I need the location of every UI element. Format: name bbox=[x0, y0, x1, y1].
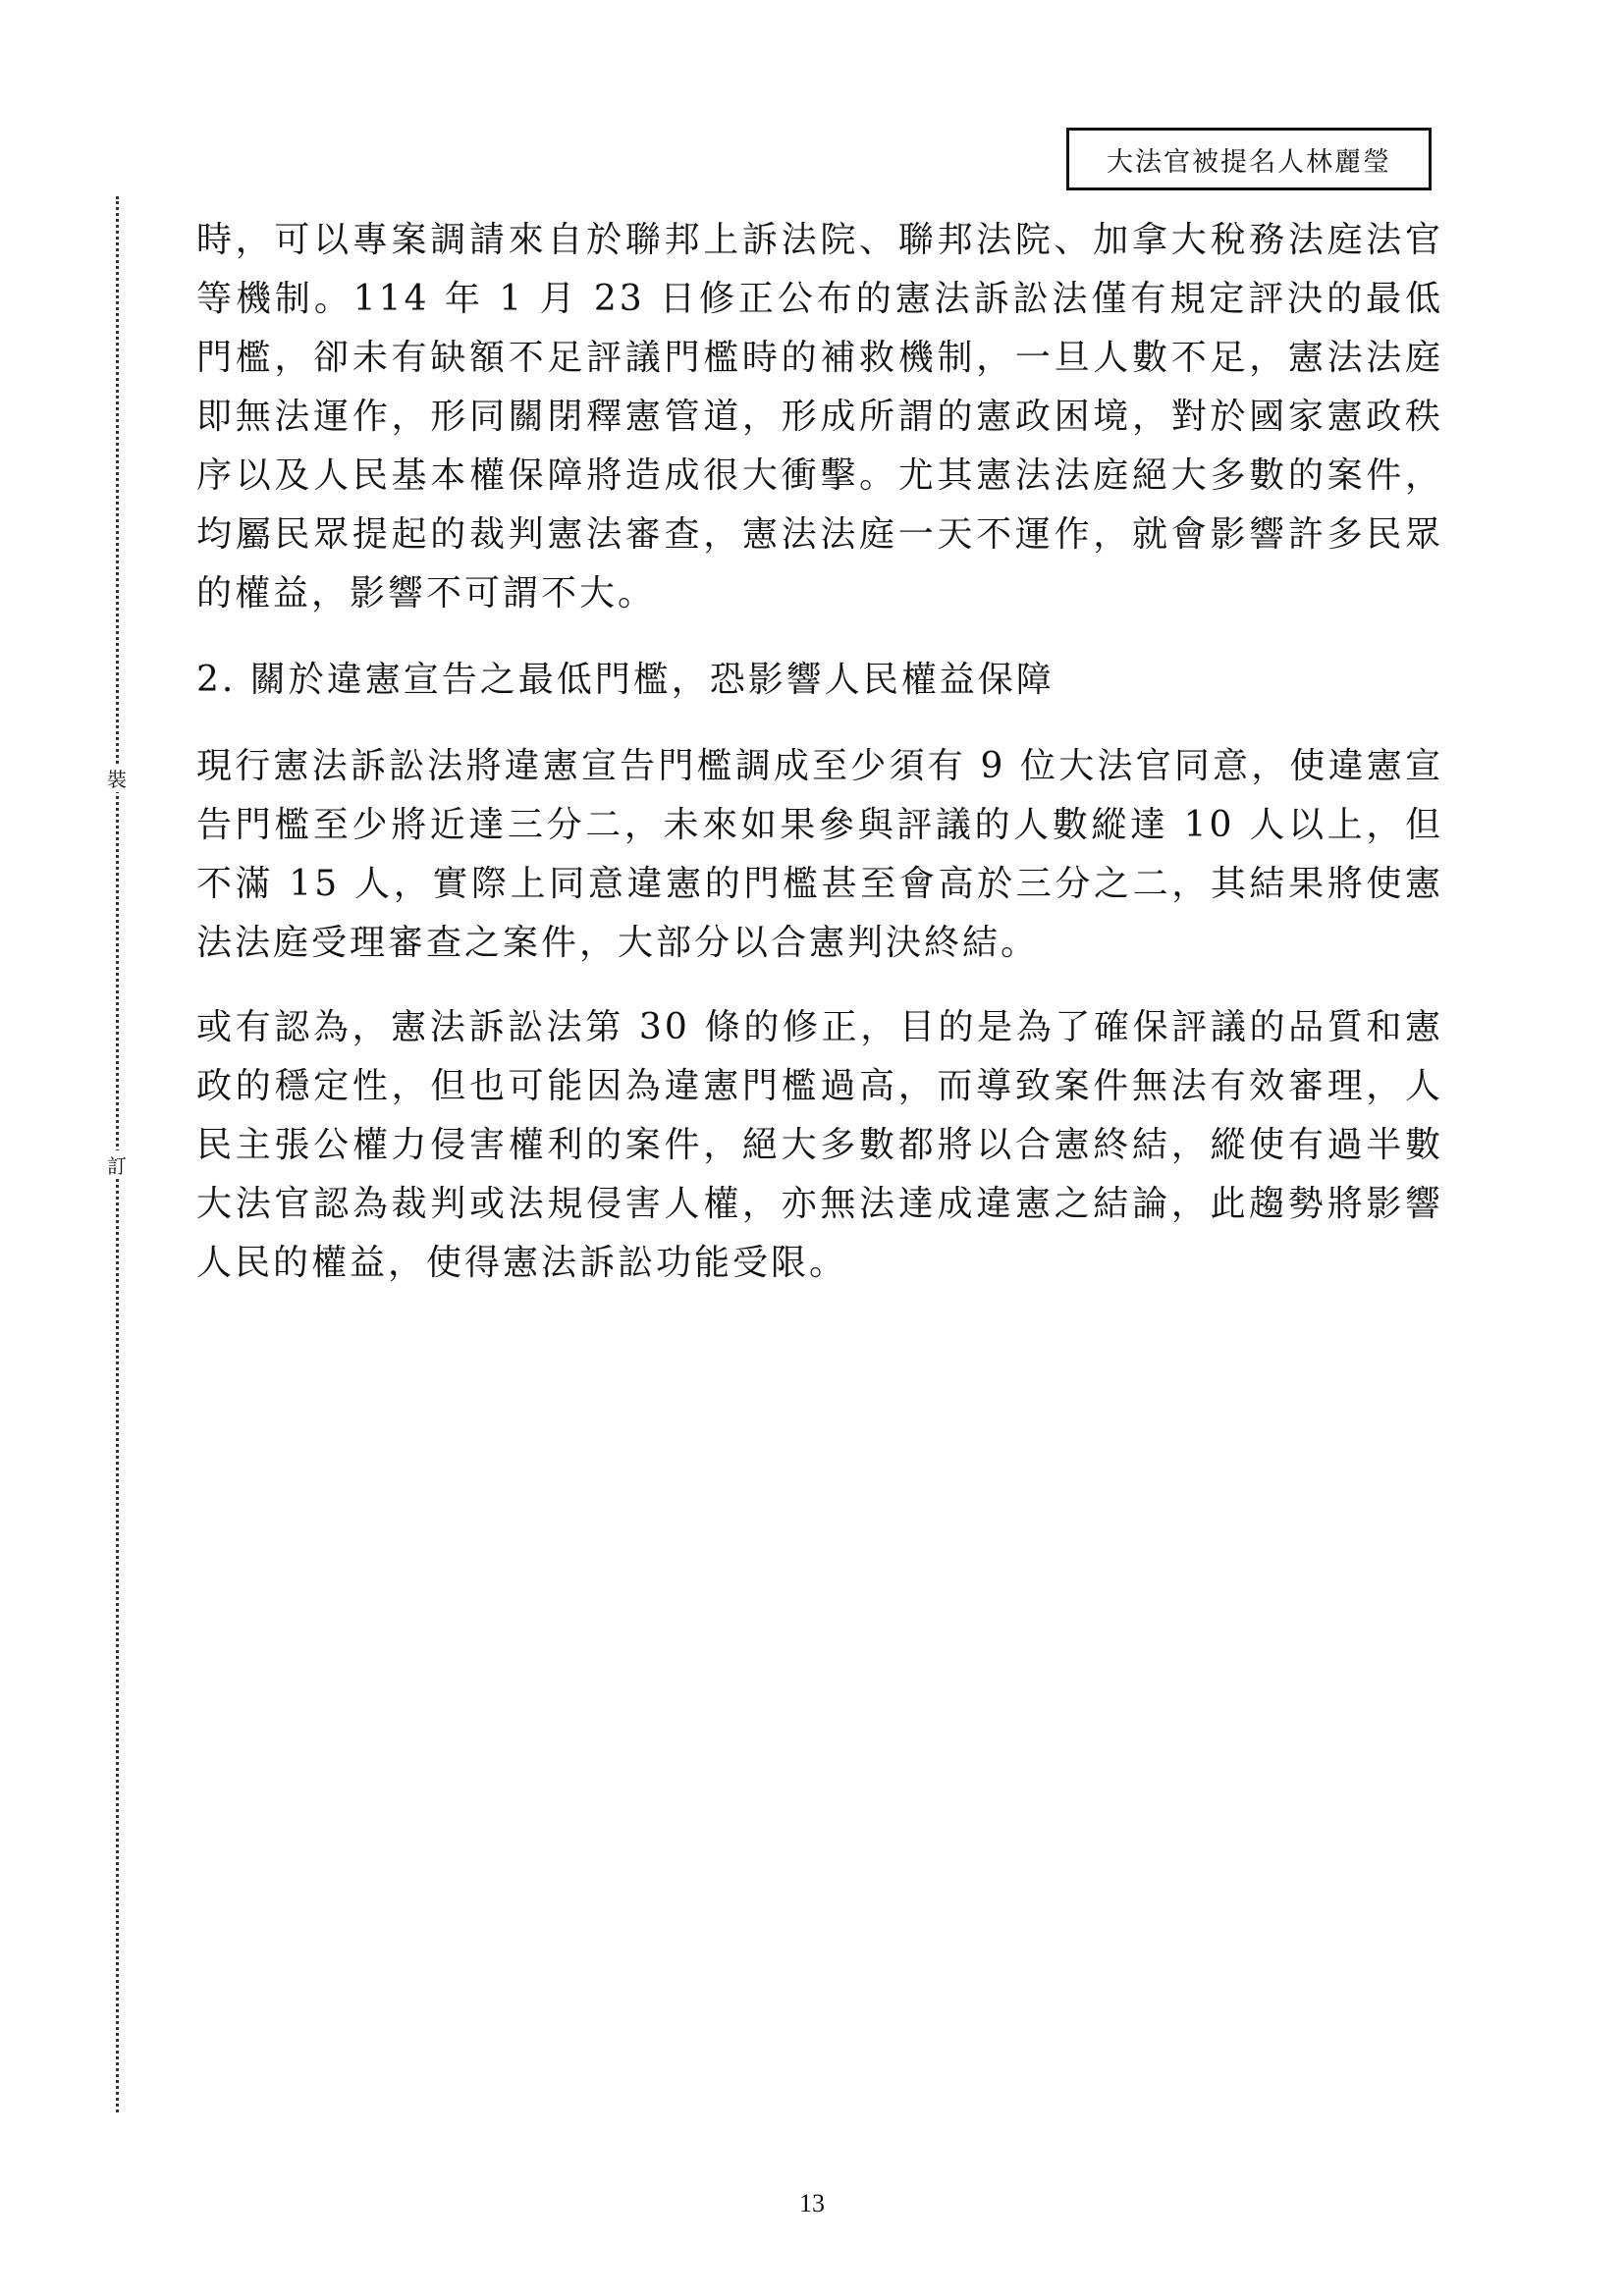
paragraph-2: 現行憲法訴訟法將違憲宣告門檻調成至少須有 9 位大法官同意，使違憲宣告門檻至少將近達三分二，未來如果參與評議的人數縱達 10 人以上，但不滿 15 人，實際上同意違憲的門檻甚至會高於三分之二，其結果將使憲法法庭受理審查之案件，大部分以合憲判決終結。 bbox=[196, 746, 1443, 963]
section-heading-2: 2. 關於違憲宣告之最低門檻，恐影響人民權益保障 bbox=[196, 660, 1055, 700]
nominee-label-box bbox=[1066, 128, 1432, 190]
nominee-label: 大法官被提名人林麗瑩 bbox=[1107, 146, 1391, 178]
paragraph-1: 時，可以專案調請來自於聯邦上訴法院、聯邦法院、加拿大稅務法庭法官等機制。114 年 1 月 23 日修正公布的憲法訴訟法僅有規定評決的最低門檻，卻未有缺額不足評議門檻時的補救機制，一旦人數不足，憲法法庭即無法運作，形同關閉釋憲管道，形成所謂的憲政困境，對於國家憲政秩序以及人民基本權保障將造成很大衝擊。尤其憲法法庭絕大多數的案件，均屬民眾提起的裁判憲法審查，憲法法庭一天不運作，就會影響許多民眾的權益，影響不可謂不大。 bbox=[196, 220, 1443, 614]
page-number: 13 bbox=[799, 2189, 825, 2217]
paragraph-3: 或有認為，憲法訴訟法第 30 條的修正，目的是為了確保評議的品質和憲政的穩定性，但也可能因為違憲門檻過高，而導致案件無法有效審理，人民主張公權力侵害權利的案件，絕大多數都將以合憲終結，縱使有過半數大法官認為裁判或法規侵害人權，亦無法達成違憲之結論，此趨勢將影響人民的權益，使得憲法訴訟功能受限。 bbox=[196, 1007, 1443, 1283]
binding-char-lower: 訂 bbox=[102, 1150, 132, 1179]
binding-char-upper: 裝 bbox=[102, 764, 132, 792]
document-body bbox=[196, 211, 1443, 1293]
